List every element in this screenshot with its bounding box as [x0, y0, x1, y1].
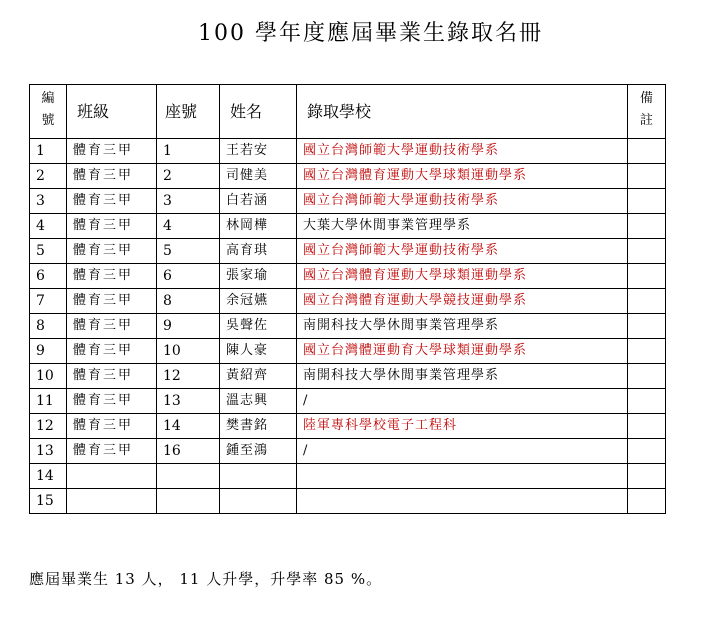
admitted-school-cell: 國立台灣師範大學運動技術學系 — [297, 239, 628, 264]
row-number-cell: 2 — [30, 164, 67, 189]
note-cell — [628, 339, 666, 364]
seat-number-cell: 3 — [157, 189, 220, 214]
header-class: 班級 — [67, 85, 157, 139]
class-cell: 體育三甲 — [67, 264, 157, 289]
table-row — [30, 314, 666, 339]
admitted-school-cell: 國立台灣師範大學運動技術學系 — [297, 139, 628, 164]
seat-number-cell: 10 — [157, 339, 220, 364]
seat-number-cell: 12 — [157, 364, 220, 389]
seat-number-cell: 8 — [157, 289, 220, 314]
seat-number-cell: 2 — [157, 164, 220, 189]
seat-number-cell: 9 — [157, 314, 220, 339]
row-number-cell: 6 — [30, 264, 67, 289]
header-school: 錄取學校 — [297, 85, 628, 139]
header-number — [30, 85, 67, 139]
table-body — [30, 139, 666, 514]
table-row — [30, 214, 666, 239]
seat-number-cell — [157, 489, 220, 514]
student-name-cell: 鍾至鴻 — [220, 439, 297, 464]
row-number-cell: 8 — [30, 314, 67, 339]
student-name-cell: 張家瑜 — [220, 264, 297, 289]
header-note-line1: 備 — [639, 91, 653, 106]
class-cell: 體育三甲 — [67, 189, 157, 214]
header-number-line2: 號 — [41, 113, 55, 128]
student-name-cell: 王若安 — [220, 139, 297, 164]
row-number-cell: 7 — [30, 289, 67, 314]
class-cell: 體育三甲 — [67, 389, 157, 414]
class-cell: 體育三甲 — [67, 164, 157, 189]
row-number-cell: 3 — [30, 189, 67, 214]
note-cell — [628, 439, 666, 464]
student-name-cell: 陳人豪 — [220, 339, 297, 364]
class-cell: 體育三甲 — [67, 314, 157, 339]
header-note — [628, 85, 666, 139]
admitted-school-cell: 國立台灣體育運動大學球類運動學系 — [297, 164, 628, 189]
table-row — [30, 414, 666, 439]
student-name-cell: 司健美 — [220, 164, 297, 189]
note-cell — [628, 364, 666, 389]
table-row — [30, 239, 666, 264]
admitted-school-cell: 國立台灣體育運動大學球類運動學系 — [297, 264, 628, 289]
class-cell: 體育三甲 — [67, 214, 157, 239]
student-name-cell: 溫志興 — [220, 389, 297, 414]
summary-footer: 應屆畢業生 13 人， 11 人升學，升學率 85 %。 — [29, 570, 383, 588]
student-name-cell: 林岡樺 — [220, 214, 297, 239]
table-header-row — [30, 85, 666, 139]
header-name: 姓名 — [220, 85, 297, 139]
note-cell — [628, 239, 666, 264]
class-cell: 體育三甲 — [67, 414, 157, 439]
note-cell — [628, 389, 666, 414]
admitted-school-cell: 國立台灣師範大學運動技術學系 — [297, 189, 628, 214]
seat-number-cell: 6 — [157, 264, 220, 289]
row-number-cell: 9 — [30, 339, 67, 364]
admitted-school-cell: 國立台灣體運動育大學球類運動學系 — [297, 339, 628, 364]
admitted-school-cell — [297, 464, 628, 489]
table-row — [30, 189, 666, 214]
note-cell — [628, 464, 666, 489]
class-cell: 體育三甲 — [67, 289, 157, 314]
note-cell — [628, 189, 666, 214]
admitted-school-cell: 陸軍專科學校電子工程科 — [297, 414, 628, 439]
seat-number-cell: 4 — [157, 214, 220, 239]
table-row — [30, 164, 666, 189]
table-row — [30, 289, 666, 314]
table-row — [30, 389, 666, 414]
note-cell — [628, 139, 666, 164]
note-cell — [628, 314, 666, 339]
header-number-line1: 編 — [41, 91, 55, 106]
admitted-school-cell: 南開科技大學休閒事業管理學系 — [297, 364, 628, 389]
row-number-cell: 13 — [30, 439, 67, 464]
class-cell — [67, 489, 157, 514]
table-row — [30, 464, 666, 489]
table-row — [30, 439, 666, 464]
admitted-school-cell: / — [297, 389, 628, 414]
table-row — [30, 339, 666, 364]
class-cell: 體育三甲 — [67, 364, 157, 389]
table-row — [30, 489, 666, 514]
class-cell: 體育三甲 — [67, 339, 157, 364]
note-cell — [628, 264, 666, 289]
admitted-school-cell: 大葉大學休閒事業管理學系 — [297, 214, 628, 239]
class-cell: 體育三甲 — [67, 439, 157, 464]
admission-roster-table — [29, 84, 666, 514]
seat-number-cell: 16 — [157, 439, 220, 464]
class-cell: 體育三甲 — [67, 239, 157, 264]
table-row — [30, 264, 666, 289]
seat-number-cell — [157, 464, 220, 489]
student-name-cell: 余冠嬿 — [220, 289, 297, 314]
student-name-cell: 樊書銘 — [220, 414, 297, 439]
row-number-cell: 11 — [30, 389, 67, 414]
row-number-cell: 10 — [30, 364, 67, 389]
seat-number-cell: 1 — [157, 139, 220, 164]
document-title: 100 學年度應屆畢業生錄取名冊 — [198, 21, 543, 46]
student-name-cell: 吳聲佐 — [220, 314, 297, 339]
student-name-cell: 高育琪 — [220, 239, 297, 264]
row-number-cell: 14 — [30, 464, 67, 489]
note-cell — [628, 164, 666, 189]
class-cell — [67, 464, 157, 489]
note-cell — [628, 414, 666, 439]
table-row — [30, 139, 666, 164]
row-number-cell: 12 — [30, 414, 67, 439]
student-name-cell — [220, 489, 297, 514]
admitted-school-cell: / — [297, 439, 628, 464]
row-number-cell: 15 — [30, 489, 67, 514]
note-cell — [628, 489, 666, 514]
student-name-cell — [220, 464, 297, 489]
student-name-cell: 白若涵 — [220, 189, 297, 214]
header-note-line2: 註 — [639, 113, 653, 128]
header-seat: 座號 — [157, 85, 220, 139]
class-cell: 體育三甲 — [67, 139, 157, 164]
seat-number-cell: 5 — [157, 239, 220, 264]
note-cell — [628, 289, 666, 314]
admitted-school-cell: 國立台灣體育運動大學競技運動學系 — [297, 289, 628, 314]
admitted-school-cell: 南開科技大學休閒事業管理學系 — [297, 314, 628, 339]
row-number-cell: 5 — [30, 239, 67, 264]
student-name-cell: 黃紹齊 — [220, 364, 297, 389]
row-number-cell: 4 — [30, 214, 67, 239]
seat-number-cell: 14 — [157, 414, 220, 439]
row-number-cell: 1 — [30, 139, 67, 164]
admitted-school-cell — [297, 489, 628, 514]
table-row — [30, 364, 666, 389]
note-cell — [628, 214, 666, 239]
seat-number-cell: 13 — [157, 389, 220, 414]
